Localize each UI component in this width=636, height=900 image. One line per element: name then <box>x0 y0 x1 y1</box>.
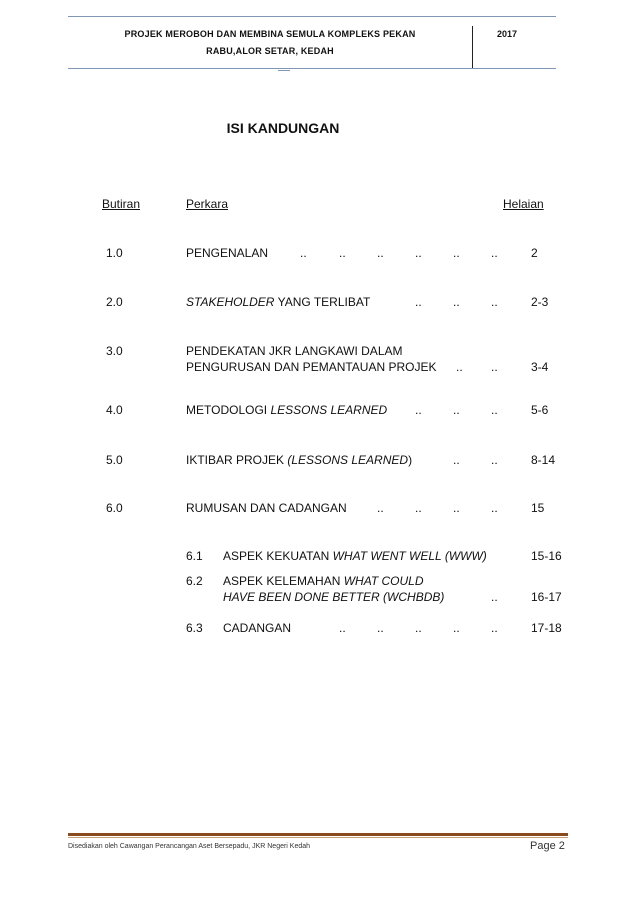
entry-page: 3-4 <box>531 360 549 374</box>
leader-dots: .. <box>453 295 460 309</box>
leader-dots: .. <box>339 621 346 635</box>
subentry-text: CADANGAN <box>223 621 292 635</box>
entry-text-line1: PENDEKATAN JKR LANGKAWI DALAM <box>186 344 403 358</box>
entry-number: 1.0 <box>106 246 123 260</box>
entry-text: METODOLOGI LESSONS LEARNED <box>186 403 388 417</box>
column-header-page: Helaian <box>503 197 544 211</box>
leader-dots: .. <box>491 403 498 417</box>
subentry-page: 17-18 <box>531 621 562 635</box>
leader-dots: .. <box>453 501 460 515</box>
header-year: 2017 <box>497 29 518 39</box>
leader-dots: .. <box>377 501 384 515</box>
header-title <box>80 26 460 60</box>
leader-dots: .. <box>415 621 422 635</box>
leader-dots: .. <box>415 295 422 309</box>
page-number: Page 2 <box>530 840 565 852</box>
subentry-text-line2: HAVE BEEN DONE BETTER (WCHBDB) <box>223 590 445 604</box>
entry-number: 4.0 <box>106 403 123 417</box>
leader-dots: .. <box>453 403 460 417</box>
subentry-text: ASPEK KEKUATAN WHAT WENT WELL (WWW) <box>223 549 487 563</box>
entry-number: 3.0 <box>106 344 123 358</box>
leader-dots: .. <box>377 246 384 260</box>
footer-rule-thin <box>68 837 568 838</box>
subentry-page: 15-16 <box>531 549 562 563</box>
leader-dots: .. <box>491 246 498 260</box>
leader-dots: .. <box>491 501 498 515</box>
leader-dots: .. <box>453 621 460 635</box>
leader-dots: .. <box>491 295 498 309</box>
leader-dots: .. <box>453 453 460 467</box>
entry-number: 5.0 <box>106 453 123 467</box>
leader-dots: .. <box>415 246 422 260</box>
entry-text: RUMUSAN DAN CADANGAN <box>186 501 347 515</box>
leader-dots: .. <box>491 590 498 604</box>
leader-dots: .. <box>491 453 498 467</box>
leader-dots: .. <box>453 246 460 260</box>
entry-page: 2-3 <box>531 295 549 309</box>
page-title: ISI KANDUNGAN <box>226 120 340 136</box>
header-divider <box>472 26 473 68</box>
entry-text: IKTIBAR PROJEK (LESSONS LEARNED) <box>186 453 413 467</box>
leader-dots: .. <box>456 360 463 374</box>
leader-dots: .. <box>491 621 498 635</box>
footer-rule <box>68 833 568 836</box>
leader-dots: .. <box>491 360 498 374</box>
entry-number: 2.0 <box>106 295 123 309</box>
header-title-line1: PROJEK MEROBOH DAN MEMBINA SEMULA KOMPLEKS PEKAN <box>124 29 416 39</box>
entry-page: 5-6 <box>531 403 549 417</box>
subentry-page: 16-17 <box>531 590 562 604</box>
entry-page: 2 <box>531 246 538 260</box>
entry-number: 6.0 <box>106 501 123 515</box>
subentry-text-line1: ASPEK KELEMAHAN WHAT COULD <box>223 574 424 588</box>
entry-text: STAKEHOLDER YANG TERLIBAT <box>186 295 371 309</box>
leader-dots: .. <box>300 246 307 260</box>
header-title-line2: RABU,ALOR SETAR, KEDAH <box>206 46 334 56</box>
header-top-rule <box>68 16 556 17</box>
leader-dots: .. <box>415 501 422 515</box>
subentry-number: 6.2 <box>186 574 203 588</box>
header-bottom-tick <box>278 70 290 71</box>
column-header-item: Butiran <box>102 197 141 211</box>
entry-page: 8-14 <box>531 453 556 467</box>
column-header-subject: Perkara <box>186 197 229 211</box>
subentry-number: 6.1 <box>186 549 203 563</box>
entry-text-line2: PENGURUSAN DAN PEMANTAUAN PROJEK <box>186 360 437 374</box>
footer-credit: Disediakan oleh Cawangan Perancangan Aset Bersepadu, JKR Negeri Kedah <box>68 843 311 850</box>
header-bottom-rule <box>68 68 556 69</box>
subentry-number: 6.3 <box>186 621 203 635</box>
entry-page: 15 <box>531 501 545 515</box>
leader-dots: .. <box>415 403 422 417</box>
leader-dots: .. <box>339 246 346 260</box>
leader-dots: .. <box>377 621 384 635</box>
entry-text: PENGENALAN <box>186 246 269 260</box>
